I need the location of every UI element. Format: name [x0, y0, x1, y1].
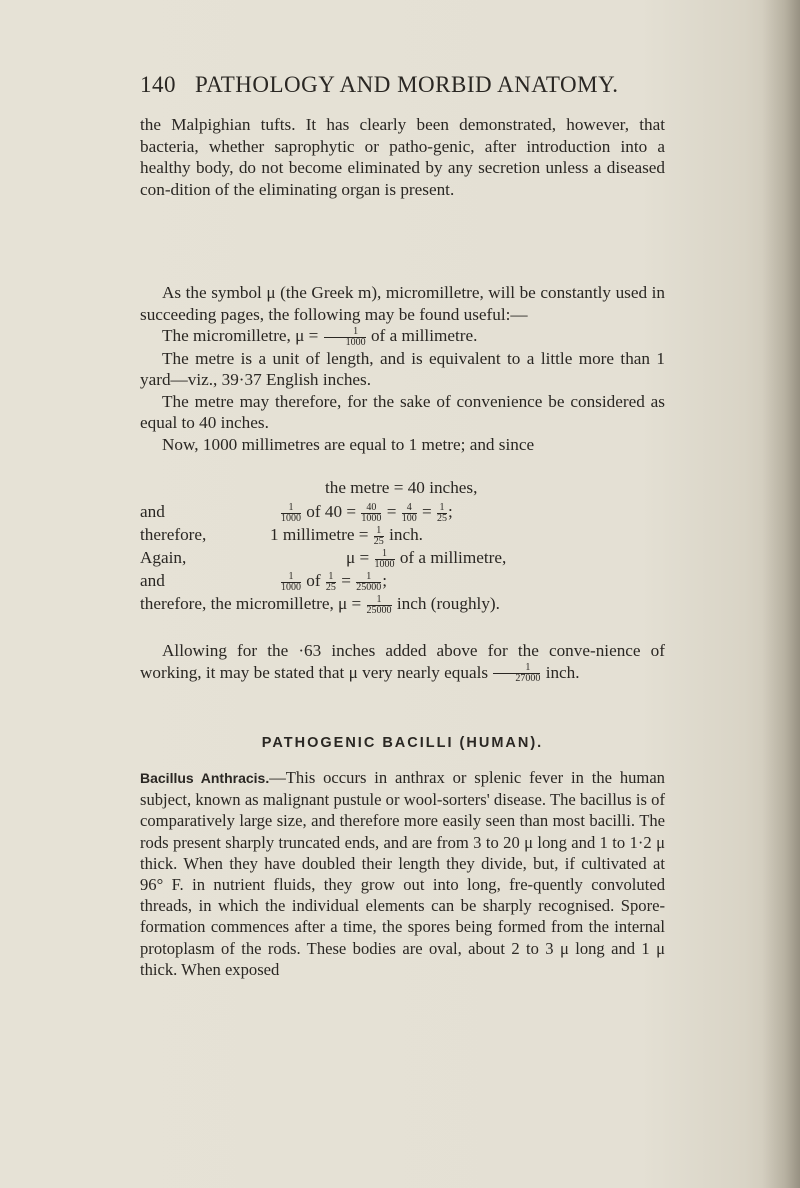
micromilletre-definition: The micromilletre, μ = $\frac{1}{1000}$ of a millimetre.	[162, 325, 478, 348]
now-paragraph: Now, 1000 millimetres are equal to 1 metre; and since	[162, 434, 535, 454]
calc-line-metre: the metre = 40 inches,	[325, 478, 478, 497]
allowing-paragraph: Allowing for the ·63 inches added above for the conve-nience of working, it may be stated that μ very nearly equals $\frac{1}{27000}$ inch.	[140, 641, 665, 685]
page-number: 140	[140, 72, 176, 97]
calc-line-final: therefore, the micromilletre, μ = $\frac{1}{25000}$ inch (roughly).	[140, 593, 500, 616]
bacillus-title: Bacillus Anthracis.	[140, 770, 270, 786]
bacillus-paragraph	[140, 767, 665, 980]
section-heading: PATHOGENIC BACILLI (HUMAN).	[261, 735, 544, 751]
calc-line-and-2: and $\frac{1}{1000}$ of $\frac{1}{25}$ = $\frac{1}{25000}$ ;	[140, 570, 387, 593]
bacillus-text: —This occurs in anthrax or splenic fever in the human subject, known as malignant pustule or wool-sorters' disease. The bacillus is of comparatively large size, and therefore more easily seen than most bacilli. The rods present sharply truncated ends, and are from 3 to 20 μ long and 1 to 1·2 μ thick. When they have doubled their length they divide, but, if cultivated at 96° F. in nutrient fluids, they grow out into long, fre-quently convoluted threads, in which the individual elements can be sharply recognised. Spore-formation commences after a time, the spores being formed from the internal protoplasm of the rods. These bodies are oval, about 2 to 3 μ long and 1 μ thick. When exposed	[140, 768, 665, 979]
symbol-paragraph: As the symbol μ (the Greek m), micromilletre, will be constantly used in succeeding pages, the following may be found useful:—	[140, 283, 665, 324]
calc-line-again: Again, μ = $\frac{1}{1000}$ of a millimetre,	[140, 547, 507, 570]
page-edge-shadow	[762, 0, 800, 1188]
metre-paragraph: The metre is a unit of length, and is equivalent to a little more than 1 yard—viz., 39·37 English inches.	[140, 348, 665, 390]
calc-line-and: and $\frac{1}{1000}$ of 40 = $\frac{40}{1000}$ = $\frac{4}{100}$ = $\frac{1}{25}$ ;	[140, 501, 453, 524]
therefore-paragraph: The metre may therefore, for the sake of convenience be considered as equal to 40 inches.	[140, 391, 665, 433]
intro-paragraph	[140, 114, 665, 200]
fraction: $\frac{1}{1000}$	[324, 327, 366, 348]
calc-line-therefore: therefore, 1 millimetre = $\frac{1}{25}$ inch.	[140, 524, 423, 547]
running-title: PATHOLOGY AND MORBID ANATOMY.	[195, 72, 619, 97]
unit-section	[140, 282, 665, 455]
intro-text: the Malpighian tufts. It has clearly been demonstrated, however, that bacteria, whether saprophytic or patho-genic, after introduction into a healthy body, do not become eliminated by any secretion unless a diseased con-dition of the eliminating organ is present.	[140, 115, 665, 199]
